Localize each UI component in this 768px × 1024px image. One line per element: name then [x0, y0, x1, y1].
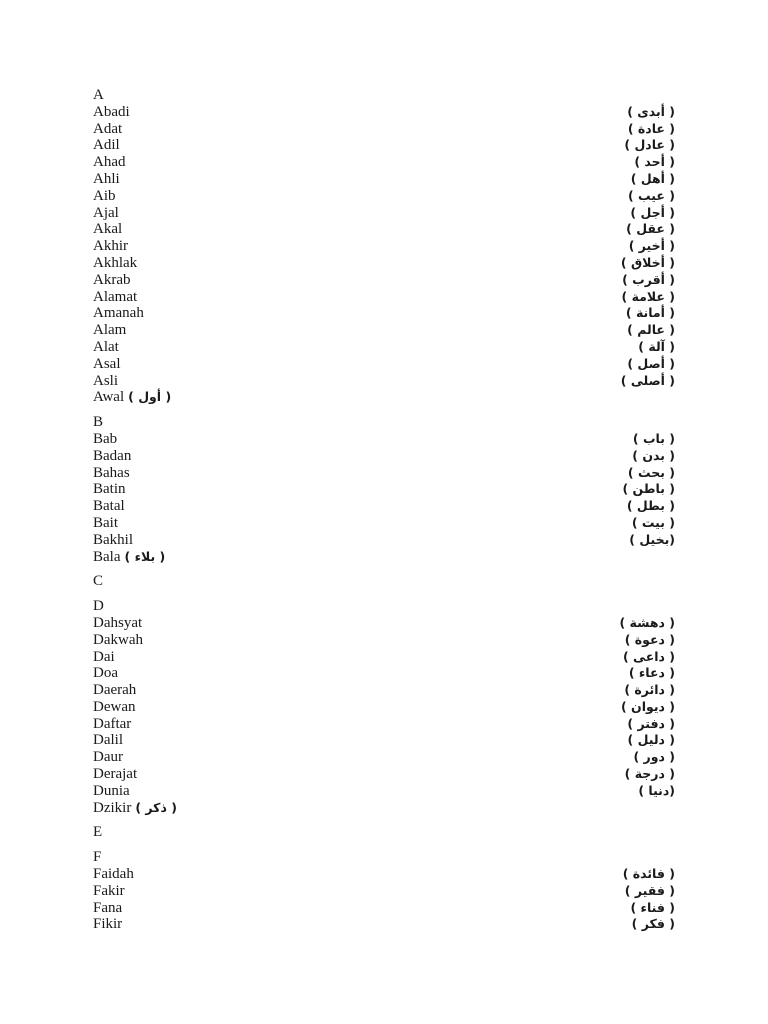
entry-word: Bait: [93, 514, 118, 531]
entry-arabic: ( بدن ): [632, 447, 675, 463]
glossary-entry: [93, 448, 675, 465]
glossary-entry: [93, 272, 675, 289]
glossary-entry: [93, 137, 675, 154]
entry-arabic: ( آلة ): [638, 338, 675, 354]
letter-section: [93, 824, 675, 841]
entry-word: Dahsyat: [93, 614, 143, 631]
glossary-entry: [93, 171, 675, 188]
letter-section: [93, 849, 675, 933]
section-letter-heading: F: [93, 849, 102, 866]
glossary-entry: [93, 205, 675, 222]
glossary-entry: [93, 916, 675, 933]
entry-arabic: ( ديوان ): [620, 698, 675, 714]
entry-word: Adat: [93, 120, 123, 137]
entry-arabic: ( دفتر ): [627, 715, 675, 731]
entry-word: Dewan: [93, 698, 136, 715]
section-letter-heading: C: [93, 573, 104, 590]
entry-word: Bab: [93, 430, 118, 447]
entry-word: Ahli: [93, 170, 120, 187]
glossary-entry: [93, 749, 675, 766]
glossary-entry: [93, 289, 675, 306]
entry-word: Dzikir: [93, 799, 132, 816]
entry-word: Daftar: [93, 715, 132, 732]
section-letter-heading: A: [93, 87, 104, 103]
entry-word: Akrab: [93, 271, 131, 288]
entry-arabic: ( أخلاق ): [620, 254, 675, 270]
glossary-entry: [93, 615, 675, 632]
glossary-entry: [93, 481, 675, 498]
glossary-entry: [93, 154, 675, 171]
entry-arabic: ( دعاء ): [628, 665, 675, 681]
entry-word: Akhlak: [93, 254, 138, 271]
entry-word: Amanah: [93, 305, 144, 322]
glossary-entry: [93, 515, 675, 532]
glossary-entry: [93, 465, 675, 482]
entry-arabic: ( دهشة ): [619, 614, 675, 630]
glossary-entry: [93, 783, 675, 800]
glossary-entry: [93, 716, 675, 733]
entry-arabic: ( فقير ): [624, 882, 675, 898]
entry-word: Daur: [93, 749, 123, 766]
entry-arabic: ( أصلى ): [620, 372, 675, 388]
entry-word: Derajat: [93, 766, 138, 783]
glossary-entry: [93, 255, 675, 272]
entry-word: Doa: [93, 665, 118, 682]
entry-word: Ajal: [93, 204, 119, 221]
entry-arabic: ( بحث ): [627, 464, 675, 480]
glossary-entry: [93, 238, 675, 255]
glossary-entry: [93, 305, 675, 322]
entry-word: Akhir: [93, 238, 128, 255]
glossary-entry: [93, 682, 675, 699]
entry-arabic: ( أصل ): [627, 355, 675, 371]
entry-word: Aib: [93, 187, 116, 204]
entry-word: Dunia: [93, 782, 130, 799]
entry-word: Dakwah: [93, 631, 143, 648]
section-letter-heading: E: [93, 824, 103, 841]
entry-arabic: ( ذكر ): [135, 799, 177, 815]
glossary-entry: [93, 188, 675, 205]
glossary-entry-inline: [93, 800, 675, 817]
entry-word: Akal: [93, 221, 123, 238]
glossary-entry: [93, 322, 675, 339]
entry-word: Fakir: [93, 882, 125, 899]
letter-section: [93, 87, 675, 406]
entry-word: Dalil: [93, 732, 123, 749]
glossary-entry: [93, 732, 675, 749]
entry-arabic: ( فائدة ): [622, 866, 675, 882]
entry-arabic: ( عادل ): [624, 137, 675, 153]
entry-arabic: ( علامة ): [621, 288, 675, 304]
entry-arabic: ( أمانة ): [625, 305, 675, 321]
glossary-entry: [93, 665, 675, 682]
glossary-entry-inline: [93, 549, 675, 566]
entry-arabic: ( عادة ): [627, 120, 675, 136]
entry-word: Abadi: [93, 103, 130, 120]
entry-word: Faidah: [93, 866, 134, 883]
glossary-entry: [93, 900, 675, 917]
glossary-entry-inline: [93, 389, 675, 406]
entry-arabic: ( دليل ): [627, 732, 675, 748]
glossary-entry: [93, 883, 675, 900]
entry-arabic: ( بطل ): [626, 498, 675, 514]
entry-word: Alat: [93, 338, 119, 355]
glossary-entry: [93, 373, 675, 390]
entry-word: Alam: [93, 322, 127, 339]
entry-word: Dai: [93, 648, 115, 665]
glossary-entry: [93, 699, 675, 716]
entry-arabic: ( درجة ): [624, 766, 675, 782]
glossary-entry: [93, 221, 675, 238]
entry-word: Fikir: [93, 916, 123, 933]
glossary-entry: [93, 104, 675, 121]
glossary-entry: [93, 356, 675, 373]
entry-arabic: ( فناء ): [630, 899, 675, 915]
section-letter-heading: B: [93, 414, 104, 431]
glossary-entry: [93, 766, 675, 783]
entry-arabic: ( بلاء ): [124, 548, 166, 564]
entry-word: Asli: [93, 372, 119, 389]
entry-arabic: ( عالم ): [627, 322, 675, 338]
entry-word: Adil: [93, 137, 120, 154]
entry-word: Bakhil: [93, 531, 133, 548]
entry-word: Ahad: [93, 154, 126, 171]
letter-section: [93, 573, 675, 590]
entry-word: Asal: [93, 355, 121, 372]
glossary-entry: [93, 632, 675, 649]
entry-arabic: ( أجل ): [630, 204, 675, 220]
entry-word: Batin: [93, 481, 126, 498]
entry-arabic: ( بيت ): [631, 514, 675, 530]
entry-arabic: (بخيل ): [629, 531, 675, 547]
entry-word: Daerah: [93, 682, 137, 699]
letter-section: [93, 598, 675, 816]
glossary-entry: [93, 339, 675, 356]
entry-word: Alamat: [93, 288, 138, 305]
entry-arabic: ( باب ): [632, 430, 675, 446]
glossary-entry: [93, 431, 675, 448]
entry-arabic: ( أهل ): [630, 170, 675, 186]
glossary-document: [93, 87, 675, 941]
entry-arabic: ( أقرب ): [622, 271, 675, 287]
entry-arabic: ( أخير ): [628, 238, 675, 254]
entry-arabic: ( فكر ): [631, 916, 675, 932]
entry-arabic: (دنيا ): [638, 782, 675, 798]
glossary-entry: [93, 866, 675, 883]
entry-arabic: ( دور ): [633, 749, 675, 765]
entry-arabic: ( أول ): [128, 389, 172, 405]
section-letter-heading: D: [93, 598, 104, 615]
glossary-entry: [93, 121, 675, 138]
entry-word: Badan: [93, 447, 132, 464]
entry-arabic: ( باطن ): [622, 481, 675, 497]
entry-arabic: ( دائرة ): [624, 682, 675, 698]
entry-arabic: ( عقل ): [626, 221, 675, 237]
entry-arabic: ( دعوة ): [624, 631, 675, 647]
entry-word: Awal: [93, 389, 125, 406]
entry-arabic: ( عيب ): [627, 187, 675, 203]
entry-arabic: ( داعى ): [622, 648, 675, 664]
glossary-entry: [93, 532, 675, 549]
entry-word: Bala: [93, 548, 121, 565]
entry-word: Fana: [93, 899, 123, 916]
entry-arabic: ( أبدى ): [627, 103, 675, 119]
glossary-entry: [93, 498, 675, 515]
entry-arabic: ( أحد ): [634, 154, 675, 170]
entry-word: Batal: [93, 498, 125, 515]
glossary-entry: [93, 649, 675, 666]
letter-section: [93, 414, 675, 565]
entry-word: Bahas: [93, 464, 130, 481]
